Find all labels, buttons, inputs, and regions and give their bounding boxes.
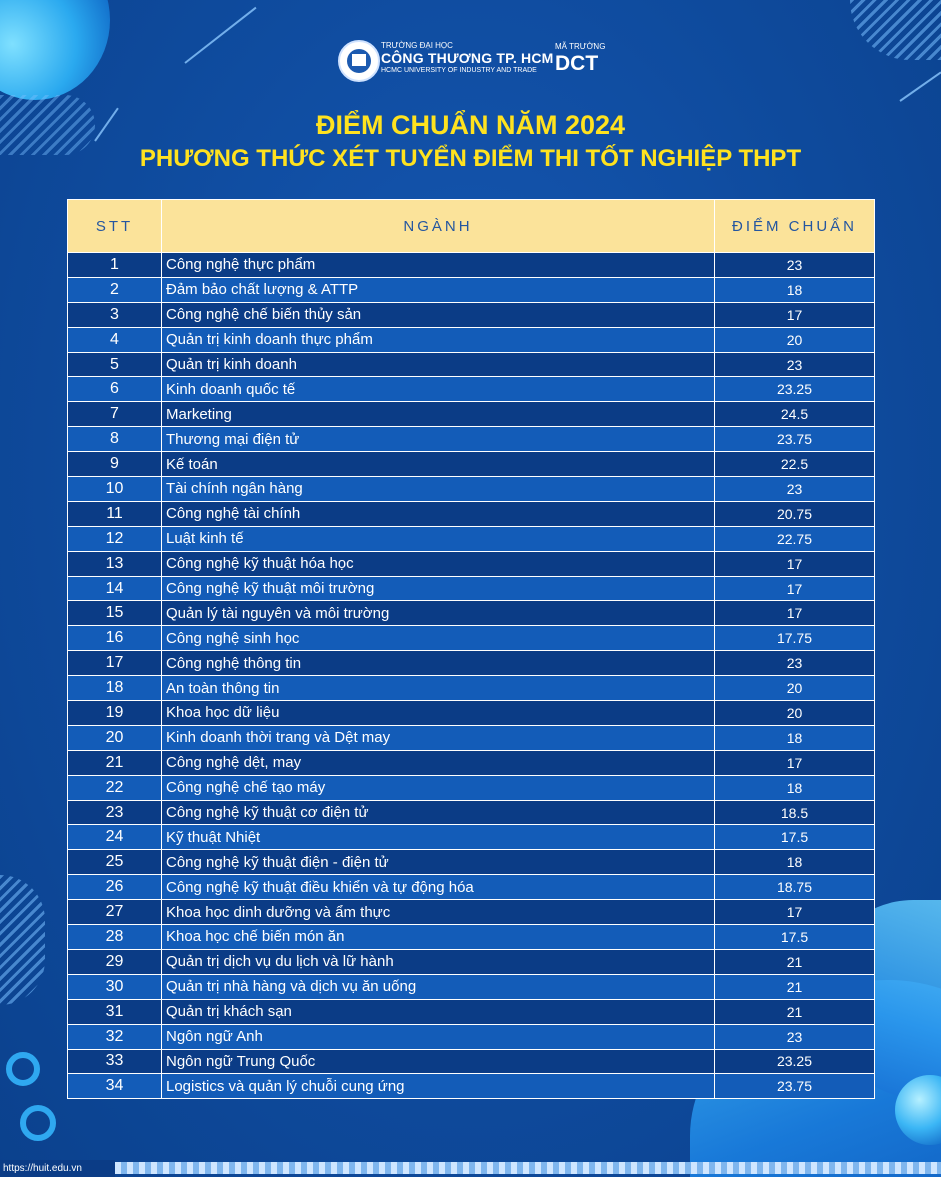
score-cell: 17 xyxy=(715,900,875,925)
stt-cell: 5 xyxy=(68,352,162,377)
major-name-cell: Quản trị kinh doanh thực phẩm xyxy=(162,327,715,352)
table-row xyxy=(68,925,875,950)
school-logo xyxy=(338,40,380,82)
major-name-cell: Quản trị dịch vụ du lịch và lữ hành xyxy=(162,949,715,974)
table-row xyxy=(68,352,875,377)
stt-cell: 1 xyxy=(68,253,162,278)
stt-cell: 18 xyxy=(68,676,162,701)
stt-cell: 15 xyxy=(68,601,162,626)
score-cell: 23 xyxy=(715,477,875,502)
major-name-cell: Đảm bảo chất lượng & ATTP xyxy=(162,277,715,302)
stt-cell: 14 xyxy=(68,576,162,601)
decorative-stripes-top-right xyxy=(850,0,941,60)
stt-cell: 11 xyxy=(68,501,162,526)
table-row xyxy=(68,949,875,974)
column-header-score: ĐIỂM CHUẨN xyxy=(715,200,875,253)
major-name-cell: An toàn thông tin xyxy=(162,676,715,701)
decorative-sphere-top-left xyxy=(0,0,110,100)
major-name-cell: Tài chính ngân hàng xyxy=(162,477,715,502)
school-name: CÔNG THƯƠNG TP. HCM xyxy=(381,50,554,66)
table-body xyxy=(68,253,875,1099)
table-row xyxy=(68,402,875,427)
score-cell: 18 xyxy=(715,775,875,800)
stt-cell: 21 xyxy=(68,750,162,775)
score-cell: 20 xyxy=(715,701,875,726)
score-cell: 23 xyxy=(715,1024,875,1049)
table-row xyxy=(68,477,875,502)
table-row xyxy=(68,725,875,750)
stt-cell: 34 xyxy=(68,1074,162,1099)
stt-cell: 28 xyxy=(68,925,162,950)
score-cell: 22.5 xyxy=(715,452,875,477)
page-title: ĐIỂM CHUẨN NĂM 2024 xyxy=(315,110,626,140)
table-row xyxy=(68,875,875,900)
score-cell: 17 xyxy=(715,551,875,576)
score-cell: 23.75 xyxy=(715,427,875,452)
score-cell: 17.5 xyxy=(715,825,875,850)
table-row xyxy=(68,377,875,402)
stt-cell: 33 xyxy=(68,1049,162,1074)
table-row xyxy=(68,302,875,327)
major-name-cell: Công nghệ kỹ thuật cơ điện tử xyxy=(162,800,715,825)
major-name-cell: Marketing xyxy=(162,402,715,427)
major-name-cell: Quản trị nhà hàng và dịch vụ ăn uống xyxy=(162,974,715,999)
table-row xyxy=(68,676,875,701)
table-row xyxy=(68,825,875,850)
stt-cell: 2 xyxy=(68,277,162,302)
score-cell: 23 xyxy=(715,651,875,676)
major-name-cell: Công nghệ dệt, may xyxy=(162,750,715,775)
major-name-cell: Kinh doanh quốc tế xyxy=(162,377,715,402)
decorative-ring xyxy=(20,1105,56,1141)
major-name-cell: Công nghệ thông tin xyxy=(162,651,715,676)
score-cell: 21 xyxy=(715,974,875,999)
stt-cell: 17 xyxy=(68,651,162,676)
table-row xyxy=(68,900,875,925)
score-cell: 20 xyxy=(715,676,875,701)
stt-cell: 31 xyxy=(68,999,162,1024)
major-name-cell: Ngôn ngữ Anh xyxy=(162,1024,715,1049)
stt-cell: 10 xyxy=(68,477,162,502)
school-code-label: MÃ TRƯỜNG xyxy=(555,42,606,51)
table-row xyxy=(68,999,875,1024)
major-name-cell: Quản lý tài nguyên và môi trường xyxy=(162,601,715,626)
table-row xyxy=(68,327,875,352)
table-row xyxy=(68,626,875,651)
stt-cell: 26 xyxy=(68,875,162,900)
major-name-cell: Ngôn ngữ Trung Quốc xyxy=(162,1049,715,1074)
school-name-block xyxy=(381,41,554,75)
score-table xyxy=(67,199,875,1099)
table-row xyxy=(68,800,875,825)
score-cell: 23.25 xyxy=(715,377,875,402)
table-row xyxy=(68,1049,875,1074)
table-header-row xyxy=(68,200,875,253)
decorative-ring xyxy=(6,1052,40,1086)
score-cell: 17 xyxy=(715,576,875,601)
score-cell: 17 xyxy=(715,302,875,327)
major-name-cell: Công nghệ kỹ thuật môi trường xyxy=(162,576,715,601)
major-name-cell: Logistics và quản lý chuỗi cung ứng xyxy=(162,1074,715,1099)
stt-cell: 13 xyxy=(68,551,162,576)
stt-cell: 24 xyxy=(68,825,162,850)
score-cell: 23.25 xyxy=(715,1049,875,1074)
score-cell: 21 xyxy=(715,999,875,1024)
stt-cell: 23 xyxy=(68,800,162,825)
stt-cell: 7 xyxy=(68,402,162,427)
school-type-label: TRƯỜNG ĐẠI HỌC xyxy=(381,41,453,50)
score-cell: 18 xyxy=(715,277,875,302)
stt-cell: 8 xyxy=(68,427,162,452)
score-cell: 17 xyxy=(715,601,875,626)
score-cell: 18 xyxy=(715,725,875,750)
stt-cell: 30 xyxy=(68,974,162,999)
table-row xyxy=(68,1074,875,1099)
decorative-line xyxy=(184,7,256,64)
table-row xyxy=(68,551,875,576)
major-name-cell: Kỹ thuật Nhiệt xyxy=(162,825,715,850)
score-cell: 23 xyxy=(715,253,875,278)
school-english-name: HCMC UNIVERSITY OF INDUSTRY AND TRADE xyxy=(381,67,537,74)
table-row xyxy=(68,452,875,477)
major-name-cell: Công nghệ kỹ thuật điện - điện tử xyxy=(162,850,715,875)
major-name-cell: Khoa học dinh dưỡng và ẩm thực xyxy=(162,900,715,925)
stt-cell: 4 xyxy=(68,327,162,352)
score-cell: 17.75 xyxy=(715,626,875,651)
website-url[interactable]: https://huit.edu.vn xyxy=(0,1160,115,1177)
score-cell: 23.75 xyxy=(715,1074,875,1099)
major-name-cell: Công nghệ kỹ thuật hóa học xyxy=(162,551,715,576)
stt-cell: 3 xyxy=(68,302,162,327)
major-name-cell: Thương mại điện tử xyxy=(162,427,715,452)
column-header-major: NGÀNH xyxy=(162,200,715,253)
decorative-line xyxy=(899,72,941,102)
major-name-cell: Khoa học dữ liệu xyxy=(162,701,715,726)
score-cell: 18.75 xyxy=(715,875,875,900)
major-name-cell: Công nghệ chế biến thủy sản xyxy=(162,302,715,327)
stt-cell: 22 xyxy=(68,775,162,800)
school-code-value: DCT xyxy=(555,52,599,75)
score-cell: 20.75 xyxy=(715,501,875,526)
major-name-cell: Công nghệ sinh học xyxy=(162,626,715,651)
stt-cell: 12 xyxy=(68,526,162,551)
major-name-cell: Quản trị kinh doanh xyxy=(162,352,715,377)
major-name-cell: Khoa học chế biến món ăn xyxy=(162,925,715,950)
school-code-block xyxy=(555,42,605,76)
stt-cell: 6 xyxy=(68,377,162,402)
score-cell: 23 xyxy=(715,352,875,377)
major-name-cell: Kế toán xyxy=(162,452,715,477)
table-row xyxy=(68,526,875,551)
table-row xyxy=(68,701,875,726)
table-row xyxy=(68,277,875,302)
major-name-cell: Luật kinh tế xyxy=(162,526,715,551)
major-name-cell: Quản trị khách sạn xyxy=(162,999,715,1024)
stt-cell: 27 xyxy=(68,900,162,925)
table-row xyxy=(68,850,875,875)
score-cell: 18.5 xyxy=(715,800,875,825)
stt-cell: 20 xyxy=(68,725,162,750)
score-cell: 18 xyxy=(715,850,875,875)
table-row xyxy=(68,601,875,626)
table-row xyxy=(68,750,875,775)
score-cell: 17 xyxy=(715,750,875,775)
decorative-pattern-strip xyxy=(115,1162,941,1174)
stt-cell: 32 xyxy=(68,1024,162,1049)
score-cell: 22.75 xyxy=(715,526,875,551)
stt-cell: 25 xyxy=(68,850,162,875)
table-row xyxy=(68,427,875,452)
major-name-cell: Công nghệ kỹ thuật điều khiển và tự động hóa xyxy=(162,875,715,900)
score-cell: 21 xyxy=(715,949,875,974)
score-cell: 24.5 xyxy=(715,402,875,427)
score-cell: 17.5 xyxy=(715,925,875,950)
score-cell: 20 xyxy=(715,327,875,352)
column-header-stt: STT xyxy=(68,200,162,253)
stt-cell: 19 xyxy=(68,701,162,726)
major-name-cell: Công nghệ tài chính xyxy=(162,501,715,526)
decorative-stripes-left xyxy=(0,875,45,1005)
page-subtitle: PHƯƠNG THỨC XÉT TUYỂN ĐIỂM THI TỐT NGHIỆP THPT xyxy=(139,145,802,172)
stt-cell: 9 xyxy=(68,452,162,477)
major-name-cell: Kinh doanh thời trang và Dệt may xyxy=(162,725,715,750)
major-name-cell: Công nghệ chế tạo máy xyxy=(162,775,715,800)
table-row xyxy=(68,974,875,999)
table-row xyxy=(68,501,875,526)
footer xyxy=(0,1160,941,1177)
stt-cell: 16 xyxy=(68,626,162,651)
stt-cell: 29 xyxy=(68,949,162,974)
major-name-cell: Công nghệ thực phẩm xyxy=(162,253,715,278)
table-row xyxy=(68,253,875,278)
table-row xyxy=(68,1024,875,1049)
table-row xyxy=(68,775,875,800)
table-row xyxy=(68,576,875,601)
table-row xyxy=(68,651,875,676)
